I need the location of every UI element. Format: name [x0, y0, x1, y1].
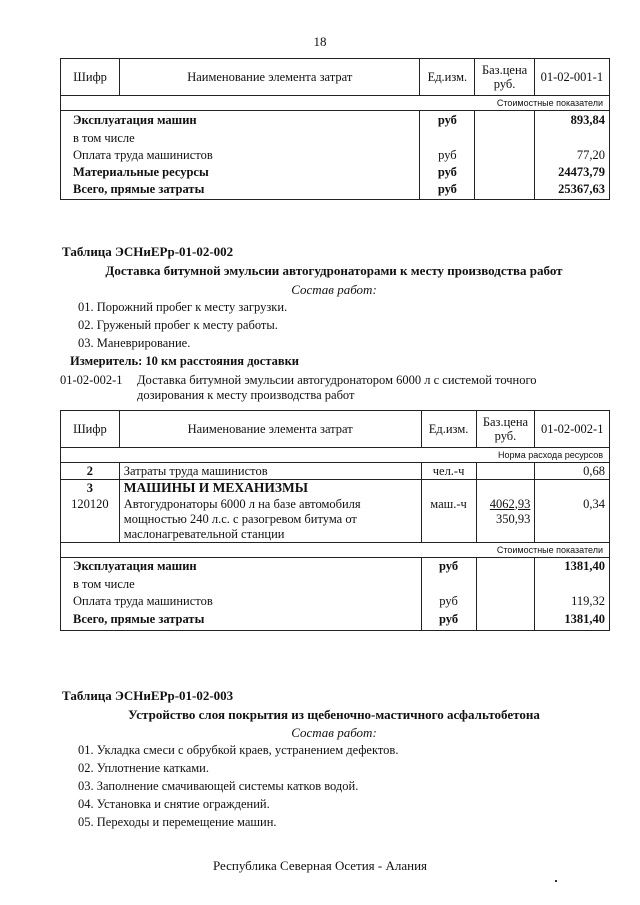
scan-dot — [555, 880, 557, 882]
work-item: 05. Переходы и перемещение машин. — [78, 815, 277, 829]
row-name-line: Автогудронаторы 6000 л на базе автомобиля — [123, 496, 361, 511]
row-name: Затраты труда машинистов — [119, 463, 421, 480]
section-heading: Доставка битумной эмульсии автогудронаторами к месту производства работ — [105, 263, 563, 278]
item-description: дозирования к месту производства работ — [137, 388, 355, 402]
row-unit: чел.-ч — [421, 463, 476, 480]
row-name: в том числе — [61, 576, 422, 593]
subheader: Стоимостные показатели — [61, 542, 610, 557]
row-name: в том числе — [61, 130, 420, 147]
col-code-header: Шифр — [61, 59, 120, 96]
row-name: Всего, прямые затраты — [61, 181, 420, 200]
subheader: Норма расхода ресурсов — [61, 448, 610, 463]
col-name-header: Наименование элемента затрат — [119, 411, 421, 448]
row-name: Материальные ресурсы — [61, 164, 420, 181]
works-title: Состав работ: — [291, 282, 377, 297]
row-price — [476, 497, 535, 543]
work-item: 03. Маневрирование. — [78, 336, 191, 350]
col-unit-header: Ед.изм. — [420, 59, 475, 96]
row-value: 0,34 — [535, 497, 610, 543]
work-item: 02. Груженый пробег к месту работы. — [78, 318, 278, 332]
row-value: 1381,40 — [535, 610, 610, 630]
table-title: Таблица ЭСНиЕРр-01-02-002 — [62, 244, 234, 259]
subheader: Стоимостные показатели — [61, 96, 610, 111]
work-item: 03. Заполнение смачивающей системы катков водой. — [78, 779, 359, 793]
work-item: 01. Укладка смеси с обрубкой краев, устранением дефектов. — [78, 743, 399, 757]
row-code: 2 — [61, 463, 120, 480]
table-row — [61, 181, 610, 200]
section-heading: Устройство слоя покрытия из щебеночно-мастичного асфальтобетона — [128, 707, 540, 722]
col-code-value-header: 01-02-002-1 — [535, 411, 610, 448]
table-row — [61, 610, 610, 630]
work-item: 02. Уплотнение катками. — [78, 761, 209, 775]
table-header — [61, 411, 610, 448]
item-description: Доставка битумной эмульсии автогудронатором 6000 л с системой точного — [137, 373, 537, 387]
work-item: 01. Порожний пробег к месту загрузки. — [78, 300, 288, 314]
row-name: Эксплуатация машин — [61, 111, 420, 130]
table-row — [61, 557, 610, 576]
row-code: 120120 — [61, 497, 120, 543]
row-name: Оплата труда машинистов — [61, 593, 422, 610]
table-row — [61, 164, 610, 181]
row-value: 1381,40 — [535, 557, 610, 576]
row-price — [475, 111, 534, 130]
table-row — [61, 147, 610, 164]
row-value: 119,32 — [535, 593, 610, 610]
table-row — [61, 497, 610, 543]
row-unit: руб — [420, 147, 475, 164]
cost-table-2 — [60, 410, 610, 631]
price-total: 4062,93 — [489, 496, 531, 511]
row-unit: руб — [420, 111, 475, 130]
row-unit: руб — [421, 557, 476, 576]
table-row — [61, 130, 610, 147]
row-value: 77,20 — [534, 147, 609, 164]
item-code: 01-02-002-1 — [60, 373, 123, 387]
table-title: Таблица ЭСНиЕРр-01-02-003 — [62, 688, 234, 703]
price-labor: 350,93 — [496, 511, 531, 526]
table-row — [61, 593, 610, 610]
row-name — [119, 497, 421, 543]
row-unit: руб — [420, 164, 475, 181]
row-code: 3 — [61, 480, 120, 497]
row-value: 25367,63 — [534, 181, 609, 200]
col-unit-header: Ед.изм. — [421, 411, 476, 448]
row-name: Эксплуатация машин — [61, 557, 422, 576]
cost-table-1 — [60, 58, 610, 200]
row-name: Всего, прямые затраты — [61, 610, 422, 630]
table-row — [61, 480, 610, 497]
col-code-value-header: 01-02-001-1 — [534, 59, 609, 96]
footer: Республика Северная Осетия - Алания — [212, 858, 428, 873]
table-header — [61, 59, 610, 96]
row-name: Оплата труда машинистов — [61, 147, 420, 164]
row-name: МАШИНЫ И МЕХАНИЗМЫ — [119, 480, 421, 497]
row-unit: руб — [421, 610, 476, 630]
row-unit: руб — [420, 181, 475, 200]
row-value: 0,68 — [535, 463, 610, 480]
row-name-line: мощностью 240 л.с. с разогревом битума от — [123, 511, 357, 526]
row-unit: маш.-ч — [421, 497, 476, 543]
meter: Измеритель: 10 км расстояния доставки — [70, 354, 300, 368]
col-price-header: Баз.цена руб. — [475, 59, 534, 96]
work-item: 04. Установка и снятие ограждений. — [78, 797, 270, 811]
col-code-header: Шифр — [61, 411, 120, 448]
works-title: Состав работ: — [291, 725, 377, 740]
row-unit: руб — [421, 593, 476, 610]
col-name-header: Наименование элемента затрат — [120, 59, 420, 96]
table-row — [61, 111, 610, 130]
row-value: 24473,79 — [534, 164, 609, 181]
col-price-header: Баз.цена руб. — [476, 411, 535, 448]
row-value: 893,84 — [534, 111, 609, 130]
table-row — [61, 576, 610, 593]
row-name-line: маслонагревательной станции — [123, 526, 285, 541]
page-number: 18 — [313, 34, 327, 49]
table-row — [61, 463, 610, 480]
